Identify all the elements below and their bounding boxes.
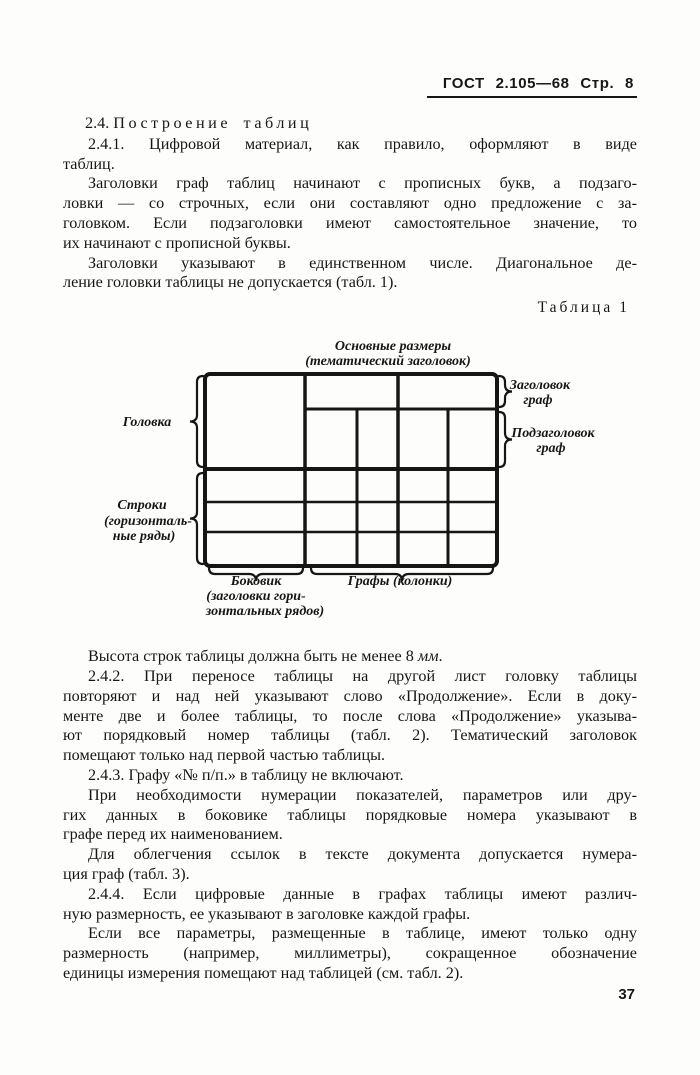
page-number: 37: [618, 985, 635, 1003]
body-text-before-figure: [63, 135, 637, 293]
text-line: менте две и более таблицы, то после слова «Продолжение» указыва-: [63, 706, 637, 725]
text-line: ловки — со строчных, если они составляют одно предложение с за-: [63, 194, 637, 213]
text-line: Высота строк таблицы должна быть не менее 8 мм.: [88, 647, 443, 666]
figure-label-zagolovok-graf-line2: граф: [523, 393, 553, 409]
figure-brace-stroki: [190, 473, 203, 564]
table-caption-word: Таблица: [537, 299, 614, 317]
text-line: При необходимости нумерации показателей, параметров или дру-: [88, 785, 637, 804]
text-line: графе перед их наименованием.: [63, 825, 283, 844]
figure-brace-golovka: [190, 376, 203, 467]
text-line: ют порядковый номер таблицы (табл. 2). Тематический заголовок: [63, 726, 637, 745]
figure-label-bokovik-line2: (заголовки гори-: [206, 589, 306, 605]
figure-table-grid: [205, 374, 497, 566]
figure-label-stroki-line2: (горизонталь-: [104, 514, 192, 530]
text-line: их начинают с прописной буквы.: [63, 233, 291, 252]
figure-label-thematic-heading-line2: (тематический заголовок): [305, 354, 471, 370]
figure-label-stroki-line1: Строки: [117, 498, 167, 514]
paragraph: [63, 924, 637, 983]
figure-label-bokovik-line3: зонтальных рядов): [205, 604, 325, 620]
text-line: 2.4.2. При переносе таблицы на другой лист головку таблицы: [88, 666, 637, 685]
table-structure-figure: [63, 321, 637, 635]
text-line: Заголовки указывают в единственном числе. Диагональное де-: [88, 253, 637, 272]
text-line: Для облегчения ссылок в тексте документа допускается нумера-: [88, 845, 637, 864]
figure-label-zagolovok-graf-line1: Заголовок: [509, 378, 571, 394]
paragraph: [63, 766, 637, 786]
figure-label-grafy: Графы (колонки): [347, 574, 453, 590]
text-line: 2.4.4. Если цифровые данные в графах таблицы имеют различ-: [88, 884, 637, 903]
paragraph: [63, 174, 637, 253]
section-title: Построение таблиц: [113, 114, 313, 132]
text-line: помещают только над первой частью таблицы.: [63, 746, 386, 765]
figure-label-golovka: Головка: [122, 415, 172, 431]
text-line: ную размерность, ее указывают в заголовке каждой графы.: [63, 904, 471, 923]
paragraph: [63, 885, 637, 925]
paragraph: [63, 786, 637, 845]
text-line: Если все параметры, размещенные в таблице, имеют только одну: [88, 924, 637, 943]
paragraph: [63, 667, 637, 766]
paragraph: [63, 135, 637, 175]
text-line: 2.4.3. Графу «№ п/п.» в таблицу не включают.: [88, 765, 404, 784]
text-line: гих данных в боковике таблицы порядковые номера указывают в: [63, 805, 637, 824]
text-line: таблиц.: [63, 154, 115, 173]
paragraph: [63, 254, 637, 294]
running-header: [63, 76, 637, 98]
table-caption-number: 1: [619, 299, 627, 317]
figure-label-bokovik-line1: Боковик: [230, 574, 282, 590]
figure-label-thematic-heading-line1: Основные размеры: [334, 339, 452, 355]
table-caption: [63, 299, 637, 316]
figure-brace-podzagolovok-graf: [499, 412, 512, 467]
figure-label-stroki-line3: ные ряды): [112, 529, 176, 545]
text-line: размерность (например, миллиметры), сокращенное обозначение: [63, 944, 637, 963]
text-line: повторяют и над ней указывают слово «Продолжение». Если в доку-: [63, 686, 637, 705]
standard-number-header: ГОСТ 2.105—68 Стр. 8: [427, 76, 637, 98]
section-number: 2.4.: [85, 114, 110, 132]
paragraph: [63, 647, 637, 667]
body-text-after-figure: [63, 647, 637, 984]
section-heading: [63, 114, 637, 134]
text-line: 2.4.1. Цифровой материал, как правило, оформляют в виде: [88, 134, 637, 153]
figure-label-podzagolovok-graf-line1: Подзаголовок: [511, 426, 595, 442]
text-line: головком. Если подзаголовки имеют самостоятельное значение, то: [63, 213, 637, 232]
figure-label-podzagolovok-graf-line2: граф: [536, 441, 566, 457]
text-line: ция граф (табл. 3).: [63, 864, 190, 883]
text-line: Заголовки граф таблиц начинают с прописных букв, а подзаго-: [88, 174, 637, 193]
paragraph: [63, 845, 637, 885]
text-line: единицы измерения помещают над таблицей (см. табл. 2).: [63, 963, 464, 982]
text-line: ление головки таблицы не допускается (табл. 1).: [63, 273, 398, 292]
